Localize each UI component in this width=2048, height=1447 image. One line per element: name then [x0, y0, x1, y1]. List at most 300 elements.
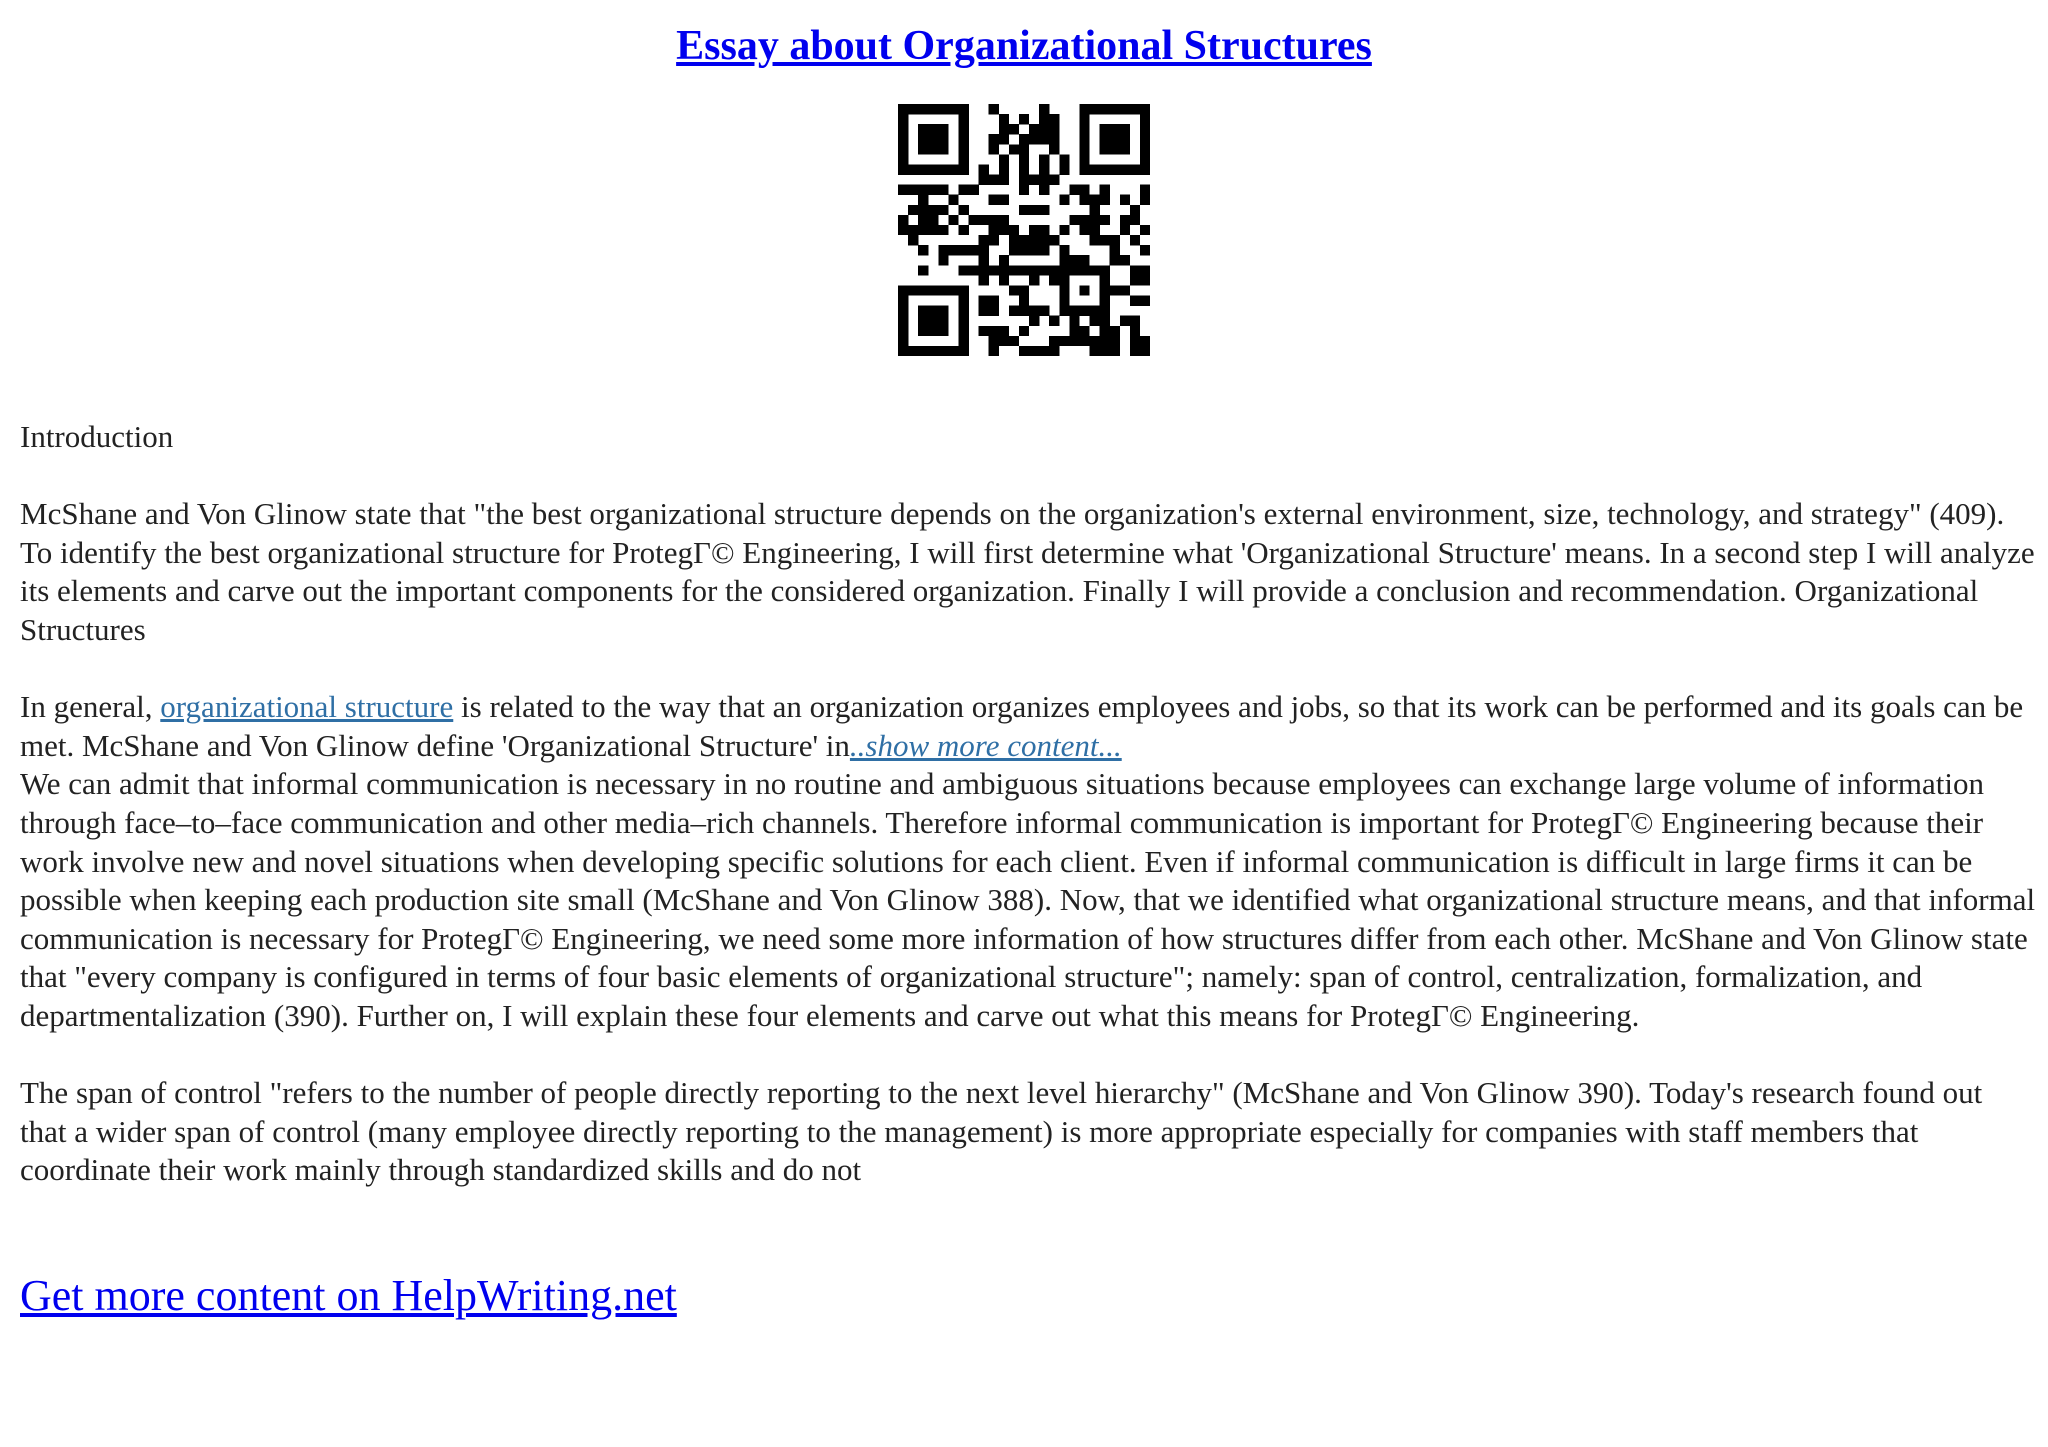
- qr-module: [1039, 205, 1049, 215]
- qr-module: [1009, 235, 1019, 245]
- qr-module: [918, 265, 928, 275]
- qr-module: [898, 185, 908, 195]
- qr-module: [1069, 215, 1079, 225]
- qr-module: [898, 124, 908, 134]
- qr-module: [1019, 144, 1029, 154]
- paragraph-2-after: is related to the way that an organization organizes employees and jobs, so that its work can be performed and its goals can be met. McShane and Von Glinow define 'Organizational Structure' in: [20, 689, 2024, 763]
- qr-module: [1140, 104, 1150, 114]
- qr-module: [1059, 265, 1069, 275]
- qr-module: [1079, 114, 1089, 124]
- qr-module: [979, 306, 989, 316]
- qr-module: [958, 185, 968, 195]
- qr-module: [948, 245, 958, 255]
- qr-module: [1049, 134, 1059, 144]
- qr-module: [1059, 285, 1069, 295]
- qr-module: [989, 144, 999, 154]
- qr-module: [1140, 195, 1150, 205]
- qr-module: [1090, 235, 1100, 245]
- qr-module: [898, 225, 908, 235]
- qr-module: [908, 346, 918, 356]
- qr-module: [1120, 195, 1130, 205]
- qr-module: [928, 225, 938, 235]
- qr-module: [1110, 144, 1120, 154]
- qr-module: [1130, 235, 1140, 245]
- qr-module: [1090, 306, 1100, 316]
- qr-module: [1140, 346, 1150, 356]
- qr-module: [1100, 144, 1110, 154]
- qr-module: [1009, 144, 1019, 154]
- qr-module: [938, 124, 948, 134]
- qr-module: [999, 336, 1009, 346]
- qr-module: [979, 255, 989, 265]
- qr-module: [1090, 215, 1100, 225]
- qr-module: [1039, 185, 1049, 195]
- qr-module: [1039, 124, 1049, 134]
- qr-module: [948, 285, 958, 295]
- paragraph-2-before: In general,: [20, 689, 161, 725]
- qr-module: [1029, 346, 1039, 356]
- qr-module: [1029, 316, 1039, 326]
- qr-module: [898, 336, 908, 346]
- qr-module: [1090, 195, 1100, 205]
- qr-module: [1100, 215, 1110, 225]
- qr-module: [1130, 336, 1140, 346]
- qr-module: [928, 326, 938, 336]
- qr-module: [948, 195, 958, 205]
- qr-module: [908, 285, 918, 295]
- qr-module: [918, 316, 928, 326]
- qr-module: [1059, 195, 1069, 205]
- qr-module: [928, 316, 938, 326]
- qr-module: [1130, 164, 1140, 174]
- qr-module: [1029, 235, 1039, 245]
- qr-module: [918, 215, 928, 225]
- qr-module: [1049, 235, 1059, 245]
- qr-module: [1130, 265, 1140, 275]
- qr-module: [1059, 225, 1069, 235]
- qr-module: [928, 346, 938, 356]
- qr-module: [979, 326, 989, 336]
- qr-module: [1110, 245, 1120, 255]
- qr-module: [958, 124, 968, 134]
- qr-module: [1069, 185, 1079, 195]
- qr-module: [1100, 164, 1110, 174]
- qr-module: [1079, 154, 1089, 164]
- qr-module: [969, 245, 979, 255]
- qr-module: [958, 154, 968, 164]
- qr-module: [1120, 124, 1130, 134]
- title-container: [0, 18, 2048, 74]
- qr-module: [1019, 265, 1029, 275]
- qr-module: [1079, 336, 1089, 346]
- qr-module: [958, 336, 968, 346]
- qr-module: [1100, 296, 1110, 306]
- qr-module: [979, 275, 989, 285]
- qr-module: [999, 154, 1009, 164]
- qr-module: [1120, 144, 1130, 154]
- qr-module: [898, 296, 908, 306]
- qr-module: [1079, 195, 1089, 205]
- qr-module: [1039, 134, 1049, 144]
- qr-module: [999, 175, 1009, 185]
- qr-module: [918, 306, 928, 316]
- qr-module: [989, 336, 999, 346]
- qr-module: [1019, 306, 1029, 316]
- qr-module: [1019, 164, 1029, 174]
- qr-module: [1009, 124, 1019, 134]
- qr-module: [958, 306, 968, 316]
- qr-module: [898, 316, 908, 326]
- qr-module: [958, 245, 968, 255]
- qr-module: [1019, 114, 1029, 124]
- qr-module: [898, 306, 908, 316]
- qr-module: [928, 164, 938, 174]
- qr-module: [1069, 316, 1079, 326]
- qr-module: [928, 104, 938, 114]
- qr-module: [958, 144, 968, 154]
- qr-module: [908, 104, 918, 114]
- qr-module: [1110, 255, 1120, 265]
- qr-module: [958, 346, 968, 356]
- qr-module: [918, 144, 928, 154]
- qr-module: [1120, 285, 1130, 295]
- qr-module: [1079, 164, 1089, 174]
- qr-module: [1059, 275, 1069, 285]
- qr-module: [938, 144, 948, 154]
- qr-module: [1090, 104, 1100, 114]
- qr-module: [989, 215, 999, 225]
- qr-module: [918, 326, 928, 336]
- qr-module: [1059, 255, 1069, 265]
- qr-module: [1120, 225, 1130, 235]
- qr-module: [1079, 225, 1089, 235]
- qr-module: [898, 134, 908, 144]
- qr-module: [989, 175, 999, 185]
- qr-module: [1130, 104, 1140, 114]
- qr-module: [989, 134, 999, 144]
- qr-module: [948, 104, 958, 114]
- qr-module: [928, 205, 938, 215]
- qr-module: [1110, 326, 1120, 336]
- qr-module: [1140, 296, 1150, 306]
- qr-module: [989, 265, 999, 275]
- qr-module: [1100, 134, 1110, 144]
- qr-module: [1100, 265, 1110, 275]
- qr-module: [938, 205, 948, 215]
- qr-module: [1100, 346, 1110, 356]
- qr-module: [989, 296, 999, 306]
- qr-module: [999, 265, 1009, 275]
- qr-module: [918, 124, 928, 134]
- qr-module: [1019, 205, 1029, 215]
- qr-module: [1100, 235, 1110, 245]
- qr-module: [979, 245, 989, 255]
- qr-module: [958, 316, 968, 326]
- qr-module: [999, 164, 1009, 174]
- qr-module: [999, 215, 1009, 225]
- qr-module: [938, 134, 948, 144]
- qr-module: [1019, 185, 1029, 195]
- qr-module: [1140, 114, 1150, 124]
- qr-module: [1019, 326, 1029, 336]
- qr-module: [1130, 275, 1140, 285]
- qr-module: [958, 114, 968, 124]
- qr-module: [928, 144, 938, 154]
- qr-module: [1019, 245, 1029, 255]
- qr-module: [979, 235, 989, 245]
- qr-module: [1120, 104, 1130, 114]
- qr-module: [1079, 104, 1089, 114]
- qr-module: [969, 185, 979, 195]
- qr-module: [1100, 195, 1110, 205]
- qr-module: [1100, 316, 1110, 326]
- qr-module: [958, 225, 968, 235]
- qr-module: [989, 346, 999, 356]
- qr-module: [1120, 134, 1130, 144]
- qr-module: [908, 205, 918, 215]
- qr-module: [1059, 306, 1069, 316]
- qr-module: [1090, 265, 1100, 275]
- qr-module: [1049, 144, 1059, 154]
- qr-module: [938, 316, 948, 326]
- qr-module: [1059, 164, 1069, 174]
- qr-module: [1140, 265, 1150, 275]
- qr-module: [1110, 134, 1120, 144]
- qr-module: [1009, 225, 1019, 235]
- qr-module: [1059, 245, 1069, 255]
- qr-module: [958, 296, 968, 306]
- qr-module: [918, 134, 928, 144]
- qr-module: [1110, 164, 1120, 174]
- qr-module: [1059, 154, 1069, 164]
- qr-module: [1079, 134, 1089, 144]
- qr-module: [1039, 235, 1049, 245]
- qr-module: [1110, 124, 1120, 134]
- qr-module: [1079, 265, 1089, 275]
- qr-module: [1009, 245, 1019, 255]
- qr-module: [1140, 154, 1150, 164]
- qr-module: [908, 185, 918, 195]
- qr-module: [1079, 326, 1089, 336]
- page-title-link[interactable]: Essay about Organizational Structures: [676, 23, 1372, 69]
- qr-module: [999, 134, 1009, 144]
- qr-module: [1079, 285, 1089, 295]
- qr-module: [999, 114, 1009, 124]
- qr-module: [898, 164, 908, 174]
- qr-module: [1029, 124, 1039, 134]
- qr-module: [1029, 225, 1039, 235]
- qr-module: [1019, 175, 1029, 185]
- qr-module: [989, 235, 999, 245]
- qr-module: [999, 275, 1009, 285]
- qr-module: [1079, 185, 1089, 195]
- qr-module: [958, 285, 968, 295]
- qr-module: [938, 326, 948, 336]
- qr-module: [1130, 316, 1140, 326]
- qr-module: [918, 245, 928, 255]
- qr-module: [938, 104, 948, 114]
- qr-module: [1039, 175, 1049, 185]
- paragraph-1: McShane and Von Glinow state that "the best organizational structure depends on the organization's external environment, size, technology, and strategy" (409). To identify the best organizational structure for ProtegГ© Engineering, I will first determine what 'Organizational Structure' means. In a second step I will analyze its elements and carve out the important components for the considered organization. Finally I will provide a conclusion and recommendation. Organizational Structures: [20, 496, 2035, 647]
- qr-module: [1140, 275, 1150, 285]
- qr-module: [1049, 265, 1059, 275]
- qr-module: [918, 225, 928, 235]
- qr-module: [1079, 124, 1089, 134]
- qr-code-icon: [898, 104, 1150, 356]
- paragraph-2: [20, 688, 2036, 765]
- qr-module: [928, 185, 938, 195]
- qr-module: [1100, 336, 1110, 346]
- qr-module: [1039, 265, 1049, 275]
- qr-module: [958, 164, 968, 174]
- qr-module: [1069, 336, 1079, 346]
- qr-module: [969, 265, 979, 275]
- qr-module: [1019, 346, 1029, 356]
- qr-module: [1090, 164, 1100, 174]
- qr-module: [999, 326, 1009, 336]
- qr-module: [979, 175, 989, 185]
- qr-module: [1100, 104, 1110, 114]
- qr-module: [1019, 154, 1029, 164]
- qr-module: [1140, 144, 1150, 154]
- qr-module: [1140, 164, 1150, 174]
- qr-module: [1120, 316, 1130, 326]
- qr-module: [1120, 215, 1130, 225]
- qr-module: [1049, 336, 1059, 346]
- qr-module: [1130, 296, 1140, 306]
- qr-module: [1069, 255, 1079, 265]
- qr-module: [1110, 336, 1120, 346]
- qr-module: [1130, 326, 1140, 336]
- qr-module: [1069, 265, 1079, 275]
- qr-module: [928, 306, 938, 316]
- qr-module: [948, 215, 958, 225]
- qr-module: [898, 104, 908, 114]
- qr-module: [1130, 346, 1140, 356]
- qr-module: [1039, 114, 1049, 124]
- organizational-structure-link[interactable]: organizational structure: [160, 689, 454, 725]
- qr-module: [1130, 205, 1140, 215]
- qr-module: [1140, 245, 1150, 255]
- qr-module: [1039, 225, 1049, 235]
- qr-module: [1009, 306, 1019, 316]
- qr-module: [918, 104, 928, 114]
- qr-module: [1100, 285, 1110, 295]
- qr-module: [1029, 275, 1039, 285]
- qr-module: [1140, 134, 1150, 144]
- qr-module: [898, 144, 908, 154]
- qr-module: [1079, 306, 1089, 316]
- qr-module: [1130, 215, 1140, 225]
- qr-module: [1029, 306, 1039, 316]
- qr-module: [1120, 164, 1130, 174]
- qr-module: [1110, 104, 1120, 114]
- qr-module: [1019, 235, 1029, 245]
- qr-module: [908, 235, 918, 245]
- qr-module: [1009, 265, 1019, 275]
- qr-module: [908, 225, 918, 235]
- qr-module: [1029, 245, 1039, 255]
- intro-heading: Introduction: [20, 419, 174, 454]
- qr-module: [1079, 144, 1089, 154]
- qr-module: [1009, 285, 1019, 295]
- qr-module: [1039, 346, 1049, 356]
- qr-module: [938, 306, 948, 316]
- qr-module: [1029, 205, 1039, 215]
- qr-module: [918, 185, 928, 195]
- qr-module: [918, 285, 928, 295]
- get-more-content-link[interactable]: Get more content on HelpWriting.net: [20, 1271, 677, 1320]
- qr-module: [898, 285, 908, 295]
- qr-module: [989, 104, 999, 114]
- qr-module: [1049, 114, 1059, 124]
- qr-module: [1069, 306, 1079, 316]
- qr-module: [938, 164, 948, 174]
- qr-module: [1039, 245, 1049, 255]
- essay-body: [20, 418, 2036, 1190]
- qr-module: [1140, 185, 1150, 195]
- qr-module: [989, 326, 999, 336]
- qr-module: [898, 114, 908, 124]
- qr-module: [1019, 285, 1029, 295]
- qr-module: [1090, 225, 1100, 235]
- qr-module: [898, 154, 908, 164]
- qr-module: [918, 164, 928, 174]
- qr-module: [1059, 336, 1069, 346]
- qr-module: [1069, 326, 1079, 336]
- qr-module: [979, 164, 989, 174]
- qr-module: [1049, 275, 1059, 285]
- qr-module: [1110, 346, 1120, 356]
- qr-module: [1039, 154, 1049, 164]
- qr-module: [1090, 316, 1100, 326]
- qr-module: [898, 215, 908, 225]
- qr-module: [999, 225, 1009, 235]
- qr-module: [958, 104, 968, 114]
- paragraph-4: The span of control "refers to the number of people directly reporting to the next level hierarchy" (McShane and Von Glinow 390). Today's research found out that a wider span of control (many employee directly reporting to the management) is more appropriate especially for companies with staff members that coordinate their work mainly through standardized skills and do not: [20, 1075, 1983, 1188]
- qr-module: [928, 215, 938, 225]
- paragraph-3: We can admit that informal communication is necessary in no routine and ambiguous situations because employees can exchange large volume of information through face–to–face communication and other media–rich channels. Therefore informal communication is important for ProtegГ© Engineering because their work involve new and novel situations when developing specific solutions for each client. Even if informal communication is difficult in large firms it can be possible when keeping each production site small (McShane and Von Glinow 388). Now, that we identified what organizational structure means, and that informal communication is necessary for ProtegГ© Engineering, we need some more information of how structures differ from each other. McShane and Von Glinow state that "every company is configured in terms of four basic elements of organizational structure"; namely: span of control, centralization, formalization, and departmentalization (390). Further on, I will explain these four elements and carve out what this means for ProtegГ© Engineering.: [20, 766, 2036, 1033]
- qr-module: [928, 134, 938, 144]
- qr-module: [1039, 104, 1049, 114]
- qr-module: [898, 326, 908, 336]
- qr-module: [979, 265, 989, 275]
- qr-module: [918, 205, 928, 215]
- qr-module: [1100, 185, 1110, 195]
- qr-module: [1039, 164, 1049, 174]
- qr-module: [928, 124, 938, 134]
- qr-module: [1029, 175, 1039, 185]
- qr-module: [958, 205, 968, 215]
- qr-module: [1049, 346, 1059, 356]
- qr-module: [928, 285, 938, 295]
- qr-module: [1100, 275, 1110, 285]
- qr-module: [1100, 326, 1110, 336]
- qr-module: [958, 326, 968, 336]
- qr-module: [1019, 134, 1029, 144]
- qr-module: [1079, 215, 1089, 225]
- qr-module: [1110, 235, 1120, 245]
- qr-module: [1100, 306, 1110, 316]
- qr-module: [938, 255, 948, 265]
- qr-module: [1019, 296, 1029, 306]
- show-more-link[interactable]: ..show more content...: [849, 727, 1122, 763]
- qr-module: [989, 195, 999, 205]
- qr-module: [938, 225, 948, 235]
- qr-module: [938, 285, 948, 295]
- qr-module: [979, 215, 989, 225]
- qr-module: [1120, 255, 1130, 265]
